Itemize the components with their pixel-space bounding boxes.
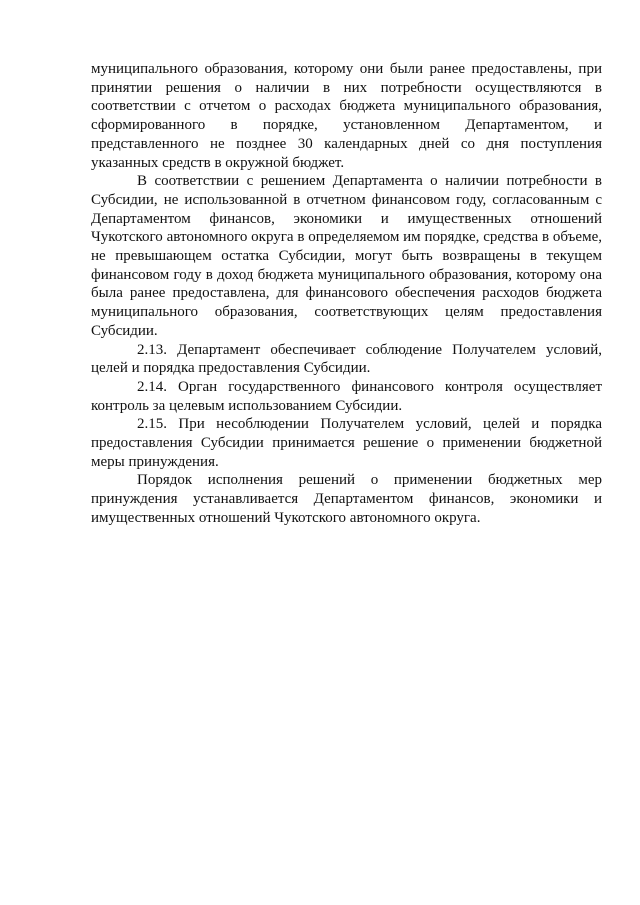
paragraph-continuation: муниципального образования, которому они были ранее предоставлены, при принятии решения о наличии в них потребности осуществляются в соответствии с отчетом о расходах бюджета муниципального образования, сформированного в порядке, установленном Департаментом, и представленного не позднее 30 календарных дней со дня поступления указанных средств в окружной бюджет. — [91, 61, 602, 171]
paragraph-2-13: 2.13. Департамент обеспечивает соблюдение Получателем условий, целей и порядка предоставления Субсидии. — [91, 341, 602, 377]
document-page — [91, 60, 602, 528]
paragraph-2-14: 2.14. Орган государственного финансового контроля осуществляет контроль за целевым использованием Субсидии. — [91, 378, 602, 414]
paragraph-2-15: 2.15. При несоблюдении Получателем условий, целей и порядка предоставления Субсидии принимается решение о применении бюджетной меры принуждения. — [91, 416, 602, 470]
paragraph-enforcement-procedure: Порядок исполнения решений о применении бюджетных мер принуждения устанавливается Департаментом финансов, экономики и имущественных отношений Чукотского автономного округа. — [91, 472, 602, 526]
paragraph-subsidy-return: В соответствии с решением Департамента о наличии потребности в Субсидии, не использованной в отчетном финансовом году, согласованным с Департаментом финансов, экономики и имущественных отношений Чукотского автономного округа в определяемом им порядке, средства в объеме, не превышающем остатка Субсидии, могут быть возвращены в текущем финансовом году в доход бюджета муниципального образования, которому она была ранее предоставлена, для финансового обеспечения расходов бюджета муниципального образования, соответствующих целям предоставления Субсидии. — [91, 173, 602, 339]
